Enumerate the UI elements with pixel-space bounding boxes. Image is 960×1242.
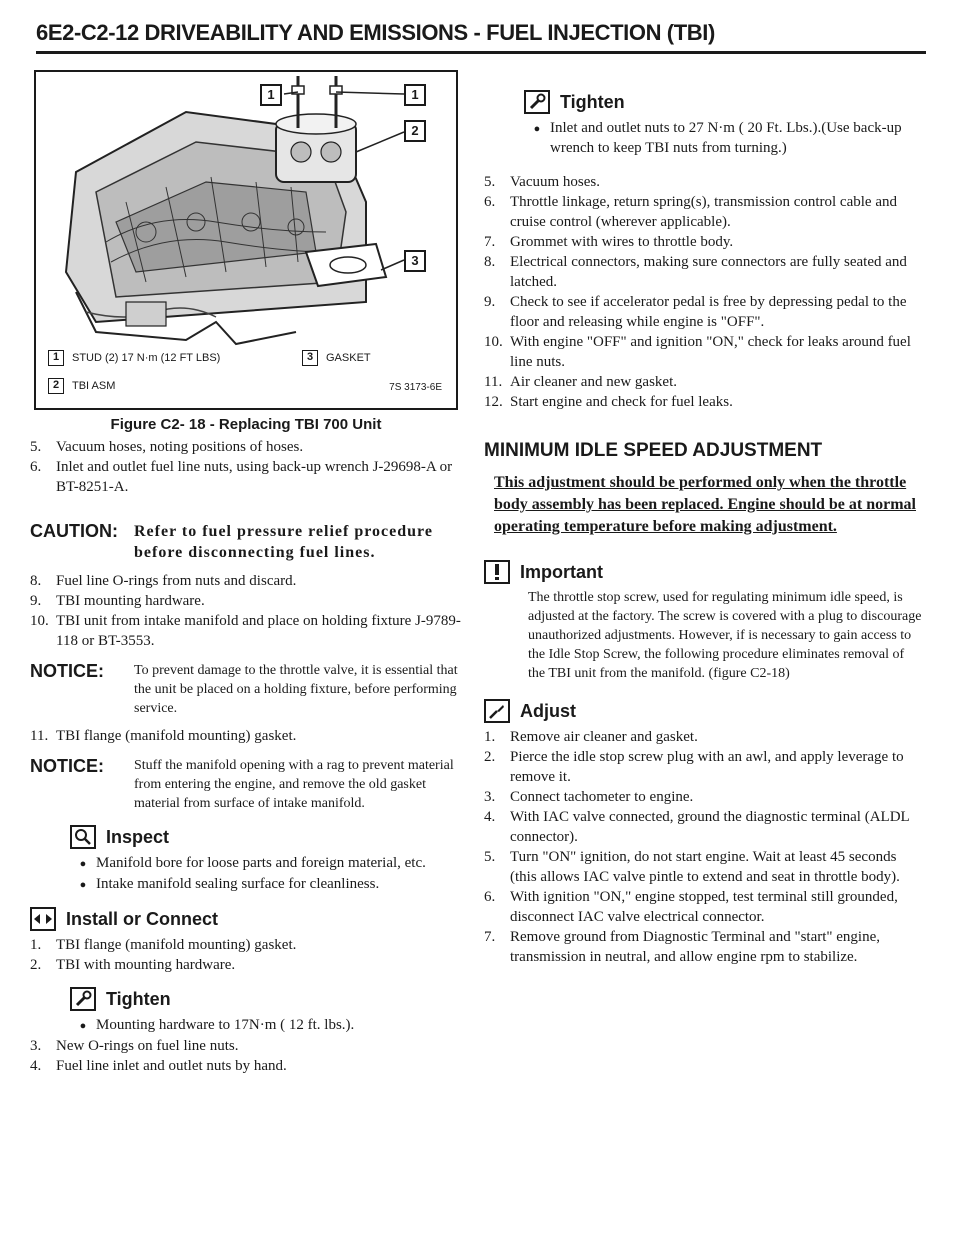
figure-code: 7S 3173-6E xyxy=(389,382,442,393)
important-text: The throttle stop screw, used for regulating minimum idle speed, is adjusted at the factory. The screw is covered with a plug to discourage unauthorized adjustments. However, if is necessary to gain access to the Idle Stop Screw, the following procedure eliminates removal of the TBI unit from the manifold. (figure C2-18) xyxy=(528,590,922,681)
legend-label: GASKET xyxy=(326,352,371,364)
list-item: 3. New O-rings on fuel line nuts. xyxy=(30,1038,239,1054)
install-heading xyxy=(30,907,462,931)
right-column xyxy=(484,70,924,967)
tighten-heading-right xyxy=(484,90,924,114)
list-item: 12. Start engine and check for fuel leaks. xyxy=(484,394,733,410)
wrench-icon xyxy=(524,90,550,114)
important-label: Important xyxy=(520,561,603,582)
adjust-heading xyxy=(484,699,924,723)
list-item: 5. Vacuum hoses, noting positions of hoses. xyxy=(30,439,304,455)
list-item: 9. Check to see if accelerator pedal is free by depressing pedal to the floor and releasing while engine is "OFF". xyxy=(484,294,907,330)
legend-number: 2 xyxy=(48,378,64,394)
list-item: ● Manifold bore for loose parts and foreign material, etc. xyxy=(79,855,426,871)
section-title: MINIMUM IDLE SPEED ADJUSTMENT xyxy=(484,440,823,461)
inspect-label: Inspect xyxy=(106,826,170,847)
legend-number: 1 xyxy=(48,350,64,366)
tighten-heading xyxy=(30,987,462,1011)
callout-2: 2 xyxy=(404,120,426,142)
list-item: 6. With ignition "ON," engine stopped, test terminal still grounded, disconnect IAC valve electrical connector. xyxy=(484,889,898,925)
list-item: 2. TBI with mounting hardware. xyxy=(30,957,236,973)
tighten-label: Tighten xyxy=(560,91,625,112)
list-item: 4. Fuel line inlet and outlet nuts by hand. xyxy=(30,1058,287,1074)
notice-text: To prevent damage to the throttle valve, it is essential that the unit be placed on a holding fixture, before performing service. xyxy=(134,663,458,716)
wrench-icon xyxy=(70,987,96,1011)
notice-label: NOTICE: xyxy=(30,661,104,681)
legend-label: TBI ASM xyxy=(72,380,116,392)
list-item: 11. TBI flange (manifold mounting) gasket. xyxy=(30,728,297,744)
tighten-list xyxy=(30,1015,462,1036)
important-heading xyxy=(484,560,924,584)
list-item: 1. TBI flange (manifold mounting) gasket. xyxy=(30,937,297,953)
figure-tbi-replacement xyxy=(34,70,458,410)
install-label: Install or Connect xyxy=(66,908,219,929)
figure-legend xyxy=(40,344,452,404)
removal-list-c xyxy=(30,726,462,746)
page-header xyxy=(36,14,926,54)
install-list-continued xyxy=(30,1036,462,1076)
notice-label: NOTICE: xyxy=(30,756,104,776)
list-item: 5. Turn "ON" ignition, do not start engine. Wait at least 45 seconds (this allows IAC valve pintle to extend and seat in throttle body). xyxy=(484,849,900,885)
list-item: 2. Pierce the idle stop screw plug with an awl, and apply leverage to remove it. xyxy=(484,749,904,785)
inspect-heading xyxy=(30,825,462,849)
callout-1a: 1 xyxy=(260,84,282,106)
page-title: 6E2-C2-12 DRIVEABILITY AND EMISSIONS - FUEL INJECTION (TBI) xyxy=(36,20,715,45)
notice-block-2 xyxy=(30,756,462,813)
list-item: 10. TBI unit from intake manifold and place on holding fixture J-9789-118 or BT-3553. xyxy=(30,613,461,649)
install-list xyxy=(30,935,462,975)
list-item: 8. Fuel line O-rings from nuts and discard. xyxy=(30,573,297,589)
caution-label: CAUTION: xyxy=(30,521,118,541)
tighten-list-right xyxy=(484,118,924,158)
callout-1b: 1 xyxy=(404,84,426,106)
list-item: 7. Remove ground from Diagnostic Terminal and "start" engine, transmission in neutral, and allow engine rpm to stabilize. xyxy=(484,929,880,965)
exclamation-icon xyxy=(484,560,510,584)
inspect-list xyxy=(30,853,462,895)
list-item: ● Inlet and outlet nuts to 27 N·m ( 20 Ft. Lbs.).(Use back-up wrench to keep TBI nuts from turning.) xyxy=(533,120,902,156)
legend-item-tbi-asm xyxy=(48,378,115,394)
screwdriver-icon xyxy=(484,699,510,723)
list-item: 6. Inlet and outlet fuel line nuts, using back-up wrench J-29698-A or BT-8251-A. xyxy=(30,459,453,495)
list-item: 11. Air cleaner and new gasket. xyxy=(484,374,678,390)
list-item: ● Mounting hardware to 17N·m ( 12 ft. lbs.). xyxy=(79,1017,355,1033)
list-item: 4. With IAC valve connected, ground the diagnostic terminal (ALDL connector). xyxy=(484,809,910,845)
list-item: 3. Connect tachometer to engine. xyxy=(484,789,694,805)
legend-item-stud xyxy=(48,350,220,366)
legend-number: 3 xyxy=(302,350,318,366)
tighten-label: Tighten xyxy=(106,988,171,1009)
caution-block xyxy=(30,521,462,563)
list-item: 7. Grommet with wires to throttle body. xyxy=(484,234,734,250)
adjust-list xyxy=(484,727,924,967)
callout-3: 3 xyxy=(404,250,426,272)
install-list-right xyxy=(484,172,924,412)
list-item: 6. Throttle linkage, return spring(s), transmission control cable and cruise control (wherever applicable). xyxy=(484,194,897,230)
list-item: 1. Remove air cleaner and gasket. xyxy=(484,729,698,745)
legend-label: STUD (2) 17 N·m (12 FT LBS) xyxy=(72,352,221,364)
notice-block-1 xyxy=(30,661,462,718)
list-item: 9. TBI mounting hardware. xyxy=(30,593,205,609)
magnifier-icon xyxy=(70,825,96,849)
list-item: 10. With engine "OFF" and ignition "ON," check for leaks around fuel line nuts. xyxy=(484,334,911,370)
removal-list-b xyxy=(30,571,462,651)
list-item: 5. Vacuum hoses. xyxy=(484,174,600,190)
legend-item-gasket xyxy=(302,350,371,366)
adjust-label: Adjust xyxy=(520,700,576,721)
arrows-connect-icon xyxy=(30,907,56,931)
left-column xyxy=(30,70,462,1076)
list-item: ● Intake manifold sealing surface for cleanliness. xyxy=(79,876,380,892)
notice-text: Stuff the manifold opening with a rag to prevent material from entering the engine, and remove the old gasket material from surface of intake manifold. xyxy=(134,758,454,811)
figure-caption: Figure C2- 18 - Replacing TBI 700 Unit xyxy=(110,416,382,433)
list-item: 8. Electrical connectors, making sure connectors are fully seated and latched. xyxy=(484,254,907,290)
caution-text: Refer to fuel pressure relief procedure before disconnecting fuel lines. xyxy=(134,523,433,561)
section-note: This adjustment should be performed only when the throttle body assembly has been replaced. Engine should be at normal operating temperature before making adjustment. xyxy=(494,474,916,535)
removal-list-a xyxy=(30,437,462,497)
